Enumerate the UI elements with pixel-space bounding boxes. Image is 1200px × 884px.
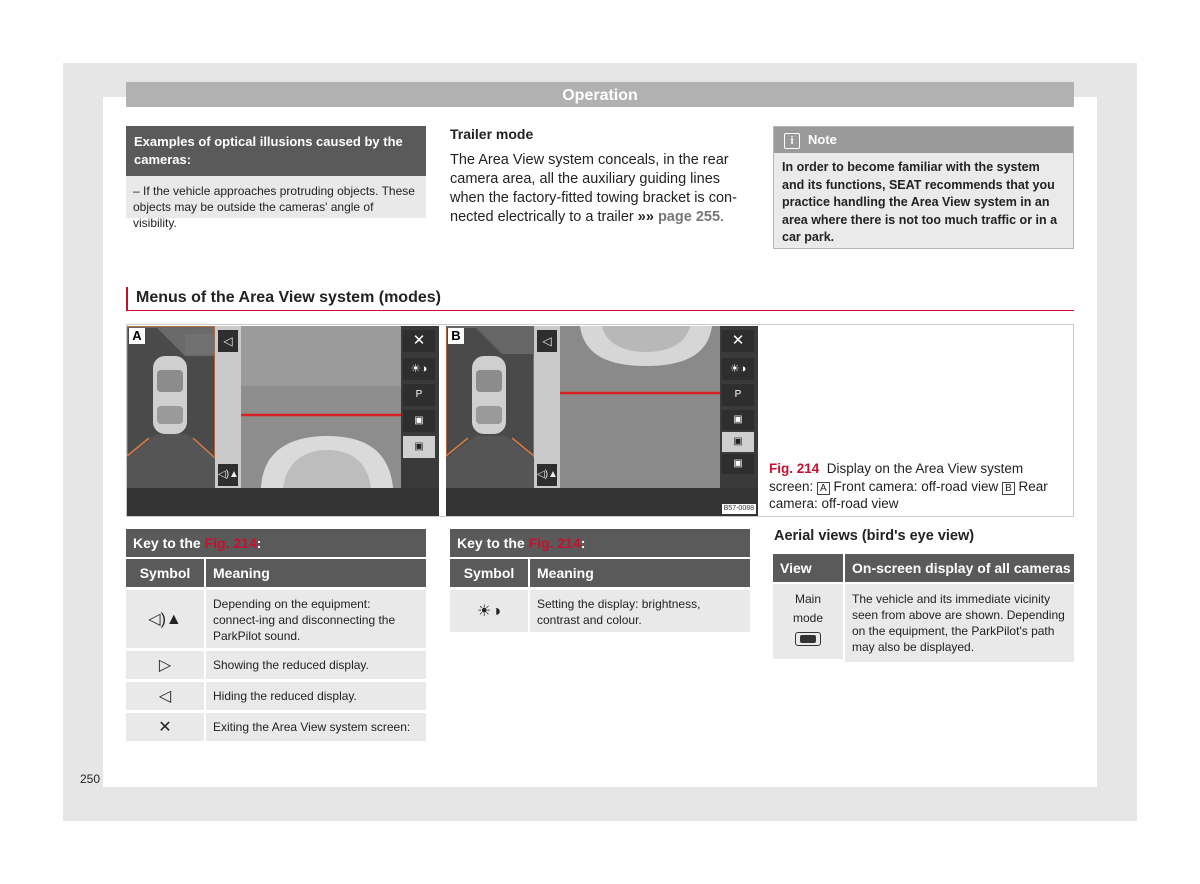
section-title: Menus of the Area View system (modes) xyxy=(126,287,1074,311)
meaning-cell: Showing the reduced display. xyxy=(206,651,426,679)
aerial-display-cell: The vehicle and its immediate vicinity seen from above are shown. Depending on the equipment, the ParkPilot's path may also be displayed. xyxy=(845,584,1074,662)
table-row xyxy=(450,590,750,632)
key-table-1 xyxy=(126,529,426,741)
sound-toggle-button[interactable]: ◁)▲ xyxy=(218,464,238,486)
aerial-col-display: On-screen display of all cameras xyxy=(845,554,1074,582)
caption-text-3: Rear camera: off-road view xyxy=(769,478,1048,511)
screen-rear-camera xyxy=(446,326,758,516)
trailer-link[interactable]: page 255 xyxy=(657,209,721,225)
parkpilot-view-button[interactable]: P xyxy=(403,384,435,406)
key-2-title-suffix: : xyxy=(580,535,586,551)
parkpilot-view-button[interactable]: P xyxy=(722,384,754,406)
trailer-body: The Area View system conceals, in the rear camera area, all the auxiliary guiding lines when the factory-fitted towing bracket is con-nected electrically to a trailer xyxy=(450,152,737,225)
symbol-cell: ▷ xyxy=(126,651,204,679)
key-2-title-prefix: Key to the xyxy=(457,535,529,551)
aerial-header xyxy=(773,554,1074,582)
label-b: B xyxy=(448,328,464,344)
meaning-cell: Depending on the equipment: connect-ing and disconnecting the ParkPilot sound. xyxy=(206,590,426,648)
key-1-col-meaning: Meaning xyxy=(206,559,426,587)
note-header xyxy=(774,127,1073,153)
brightness-button[interactable]: ☀◑ xyxy=(722,358,754,380)
main-mode-icon xyxy=(795,632,821,646)
illusions-text: – If the vehicle approaches protruding objects. These objects may be outside the cameras' angle of visibility. xyxy=(133,184,415,230)
key-2-fig-link[interactable]: Fig. 214 xyxy=(528,535,581,551)
key-2-col-meaning: Meaning xyxy=(530,559,750,587)
key-2-title xyxy=(450,529,750,557)
key-1-title-prefix: Key to the xyxy=(133,535,205,551)
trailer-title: Trailer mode xyxy=(450,126,534,142)
key-1-title-suffix: : xyxy=(256,535,262,551)
offroad-view-button[interactable]: ▣ xyxy=(722,432,754,452)
rear-camera-image xyxy=(446,326,758,516)
table-row xyxy=(126,590,426,648)
meaning-cell: Exiting the Area View system screen: xyxy=(206,713,426,741)
illusions-box xyxy=(126,126,426,230)
key-1-col-symbol: Symbol xyxy=(126,559,204,587)
meaning-cell: Setting the display: brightness, contrast and colour. xyxy=(530,590,750,632)
screen-front-camera xyxy=(127,326,439,516)
caption-fig-label: Fig. 214 xyxy=(769,461,820,476)
aerial-view-label-1: Main xyxy=(794,592,821,606)
trailer-text xyxy=(450,151,750,227)
aerial-col-view: View xyxy=(773,554,843,582)
offroad-view-button[interactable]: ▣ xyxy=(403,436,435,458)
caption-text-1: Display on the Area View system screen: xyxy=(769,461,1024,494)
symbol-cell: ◁ xyxy=(126,682,204,710)
aerial-title: Aerial views (bird's eye view) xyxy=(774,528,975,544)
front-view-button[interactable]: ▣ xyxy=(403,410,435,432)
key-1-title xyxy=(126,529,426,557)
info-icon: i xyxy=(784,133,800,149)
rear-view-button[interactable]: ▣ xyxy=(722,454,754,474)
note-text: In order to become familiar with the system and its functions, SEAT recommends that you practice handling the Area View system in an area where there is not too much traffic or in a car park. xyxy=(782,160,1058,244)
symbol-cell: ☀◑ xyxy=(450,590,528,632)
table-row xyxy=(126,651,426,679)
key-2-col-symbol: Symbol xyxy=(450,559,528,587)
table-row xyxy=(126,713,426,741)
key-1-fig-link[interactable]: Fig. 214 xyxy=(204,535,257,551)
key-table-2 xyxy=(450,529,750,632)
trailer-view-button[interactable]: ▣ xyxy=(722,410,754,430)
note-box xyxy=(773,126,1074,249)
front-camera-image xyxy=(127,326,439,516)
trailer-link-arrows[interactable]: »» xyxy=(637,209,654,225)
symbol-cell: ✕ xyxy=(126,713,204,741)
symbol-cell: ◁)▲ xyxy=(126,590,204,648)
meaning-cell: Hiding the reduced display. xyxy=(206,682,426,710)
collapse-button[interactable]: ◁ xyxy=(537,330,557,352)
aerial-row xyxy=(773,584,1074,662)
close-button[interactable]: ✕ xyxy=(403,330,435,352)
label-a: A xyxy=(129,328,145,344)
aerial-table xyxy=(773,554,1074,662)
figure-caption xyxy=(769,460,1069,513)
header-title: Operation xyxy=(126,82,1074,107)
sound-toggle-button[interactable]: ◁)▲ xyxy=(537,464,557,486)
illusions-title: Examples of optical illusions caused by the cameras: xyxy=(126,126,426,176)
aerial-view-label-2: mode xyxy=(792,611,824,625)
note-title: Note xyxy=(808,132,837,147)
table-row xyxy=(126,682,426,710)
caption-label-a: A xyxy=(817,482,830,495)
close-button[interactable]: ✕ xyxy=(722,330,754,352)
key-1-header xyxy=(126,559,426,587)
key-2-header xyxy=(450,559,750,587)
caption-text-2: Front camera: off-road view xyxy=(833,478,999,494)
brightness-button[interactable]: ☀◑ xyxy=(403,358,435,380)
collapse-button[interactable]: ◁ xyxy=(218,330,238,352)
figure-code: B57-0088 xyxy=(723,505,754,512)
caption-label-b: B xyxy=(1002,482,1015,495)
aerial-view-cell xyxy=(773,584,843,659)
trailer-end: . xyxy=(720,209,725,225)
page-number: 250 xyxy=(80,772,101,786)
